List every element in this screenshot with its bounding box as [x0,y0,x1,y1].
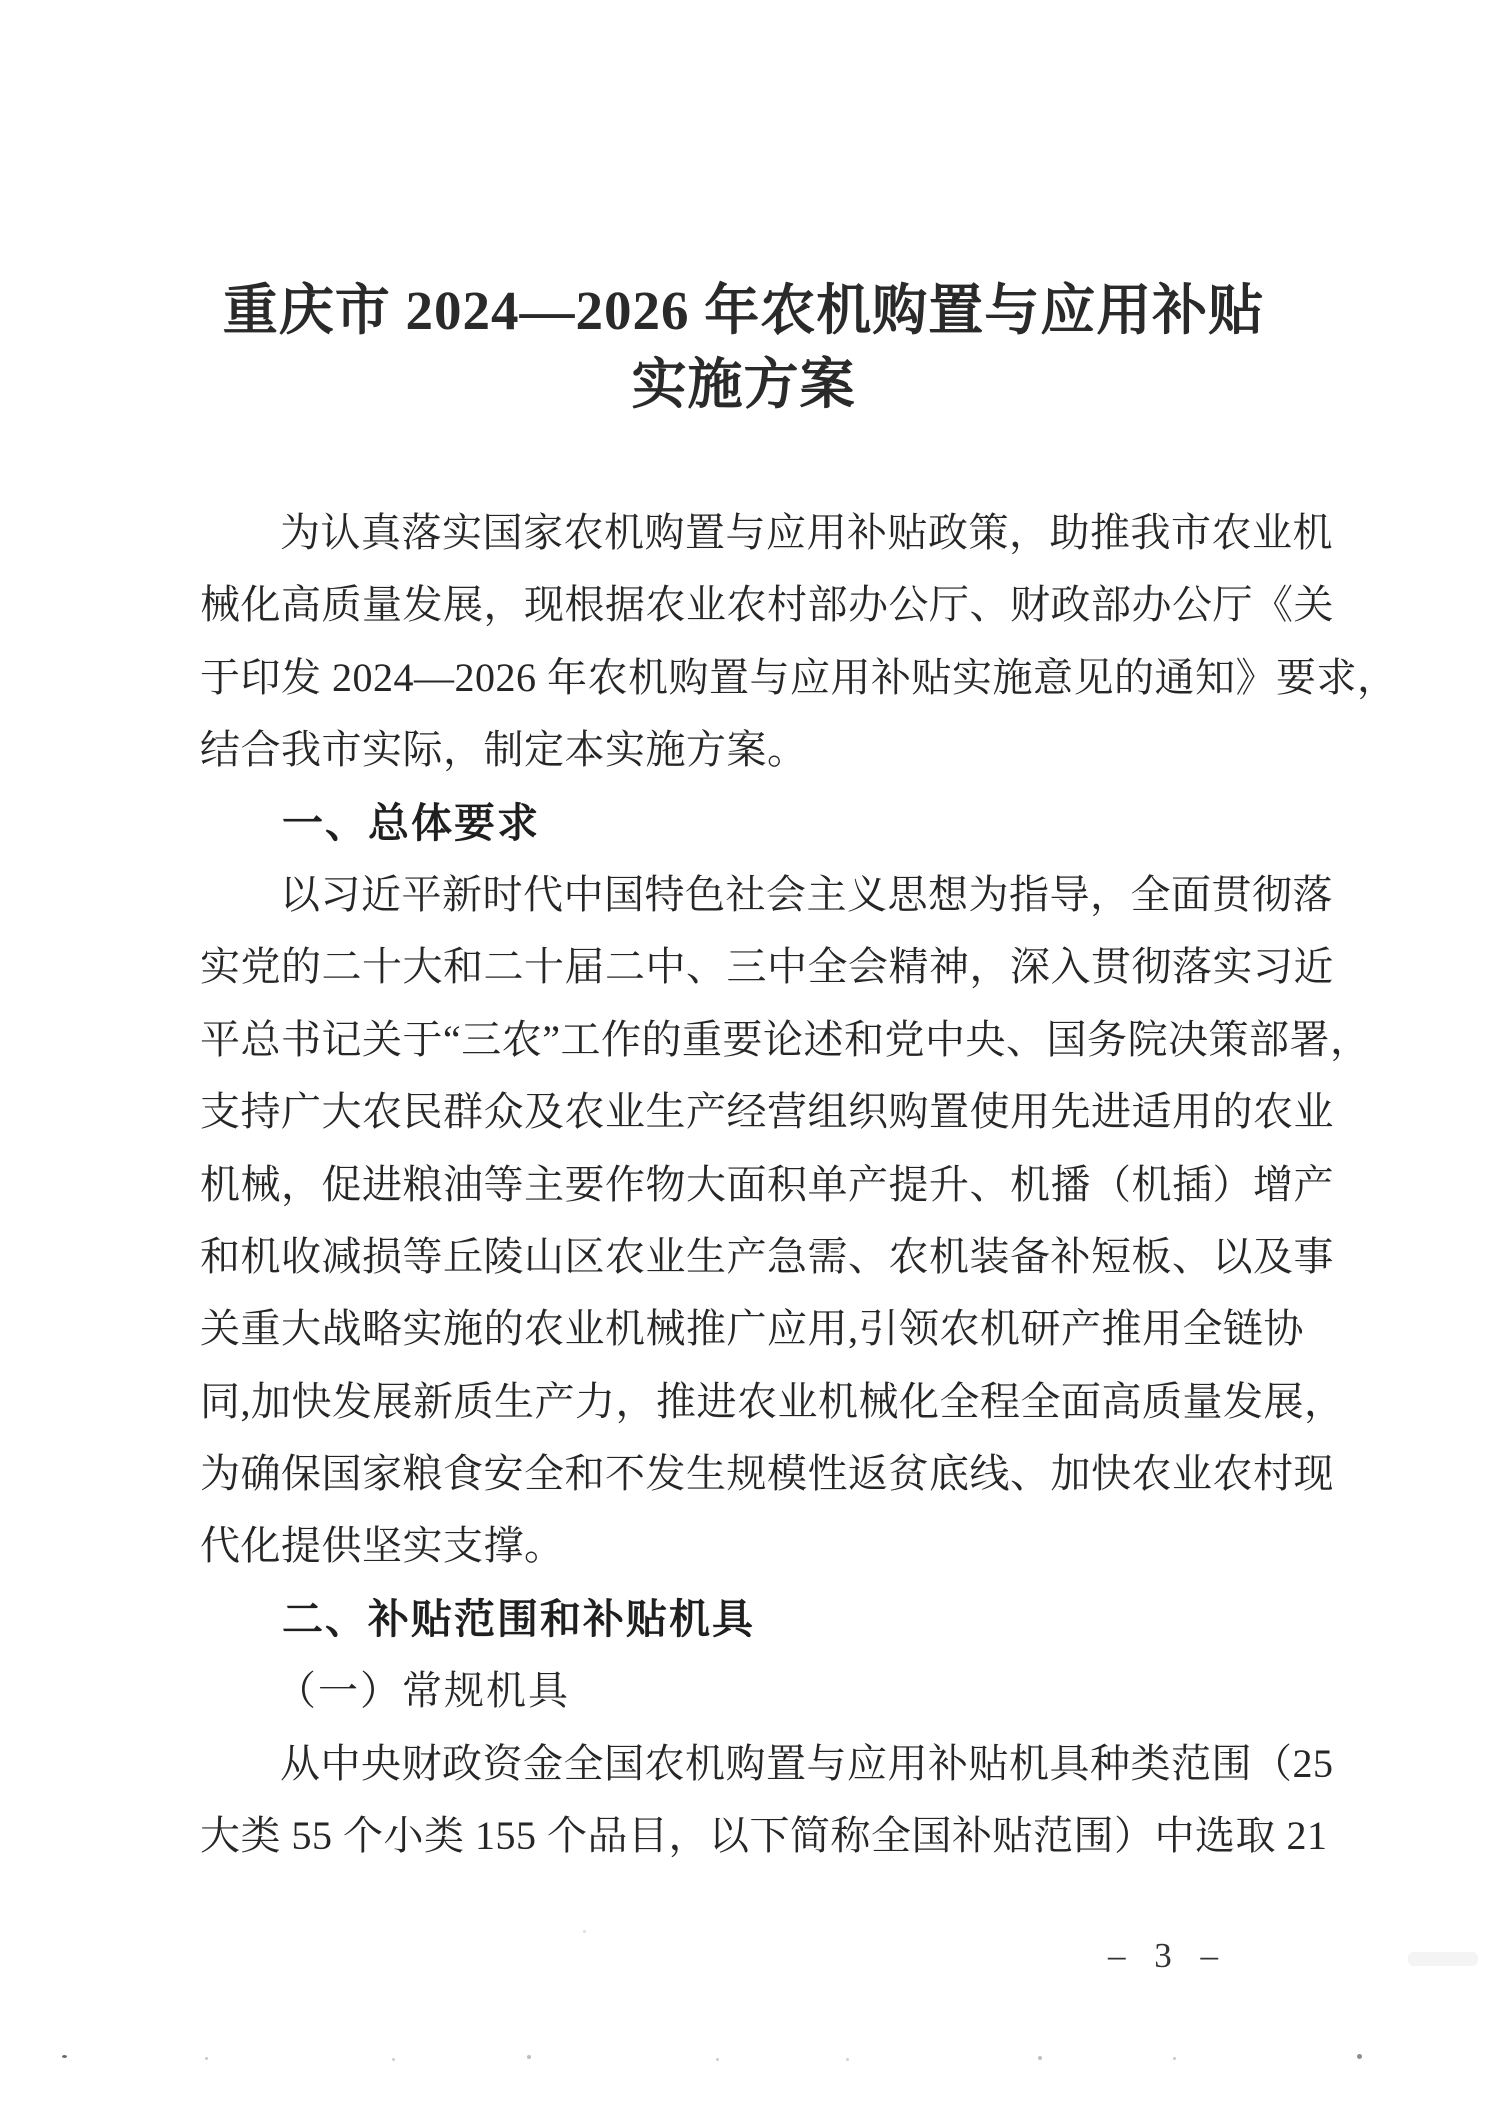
scan-artifact-dot [527,2055,531,2059]
para-2-line-6: 和机收减损等丘陵山区农业生产急需、农机装备补短板、以及事 [200,1233,1334,1279]
scan-artifact-smudge [1408,1952,1478,1966]
para-2-line-1: 以习近平新时代中国特色社会主义思想为指导，全面贯彻落 [280,871,1333,917]
heading-section-2: 二、补贴范围和补贴机具 [282,1595,755,1642]
scan-artifact-dot [846,2058,849,2061]
para-2-line-9: 为确保国家粮食安全和不发生规模性返贫底线、加快农业农村现 [200,1451,1334,1497]
para-2-line-4: 支持广大农民群众及农业生产经营组织购置使用先进适用的农业 [200,1089,1334,1135]
para-2-line-7: 关重大战略实施的农业机械推广应用,引领农机研产推用全链协 [200,1306,1304,1352]
subheading-2-1: （一）常规机具 [276,1668,570,1714]
page-number: – 3 – [1108,1936,1228,1975]
scan-artifact-dot [62,2055,67,2058]
para-2-line-10: 代化提供坚实支撑。 [200,1523,565,1569]
para-3-line-1: 从中央财政资金全国农机购置与应用补贴机具种类范围（25 [280,1740,1334,1786]
title-line-1: 重庆市 2024—2026 年农机购置与应用补贴 [222,280,1265,341]
heading-section-1: 一、总体要求 [282,799,540,846]
scan-artifact-dot [1038,2056,1042,2060]
scan-artifact-dot [1357,2054,1362,2059]
para-1-line-2: 械化高质量发展，现根据农业农村部办公厅、财政部办公厅《关 [200,582,1334,628]
para-2-line-8: 同,加快发展新质生产力，推进农业机械化全程全面高质量发展， [200,1378,1345,1424]
para-2-line-3: 平总书记关于“三农”工作的重要论述和党中央、国务院决策部署， [200,1016,1371,1062]
para-3-line-2: 大类 55 个小类 155 个品目，以下简称全国补贴范围）中选取 21 [200,1813,1328,1859]
para-1-line-4: 结合我市实际，制定本实施方案。 [200,727,808,773]
document-body [200,497,1398,1872]
scan-artifact-dot [392,2058,395,2061]
para-2-line-5: 机械，促进粮油等主要作物大面积单产提升、机播（机插）增产 [200,1161,1334,1207]
scan-artifact-dot [583,1930,586,1933]
scan-artifact-dot [716,2058,719,2061]
title-line-2: 实施方案 [631,354,856,415]
scan-artifact-dot [205,2057,208,2060]
scan-artifact-dot [1173,2057,1176,2060]
para-2-line-2: 实党的二十大和二十届二中、三中全会精神，深入贯彻落实习近 [200,944,1334,990]
para-1-line-1: 为认真落实国家农机购置与应用补贴政策，助推我市农业机 [280,510,1333,555]
document-title [0,274,1487,422]
para-1-line-3: 于印发 2024—2026 年农机购置与应用补贴实施意见的通知》要求， [200,654,1398,700]
